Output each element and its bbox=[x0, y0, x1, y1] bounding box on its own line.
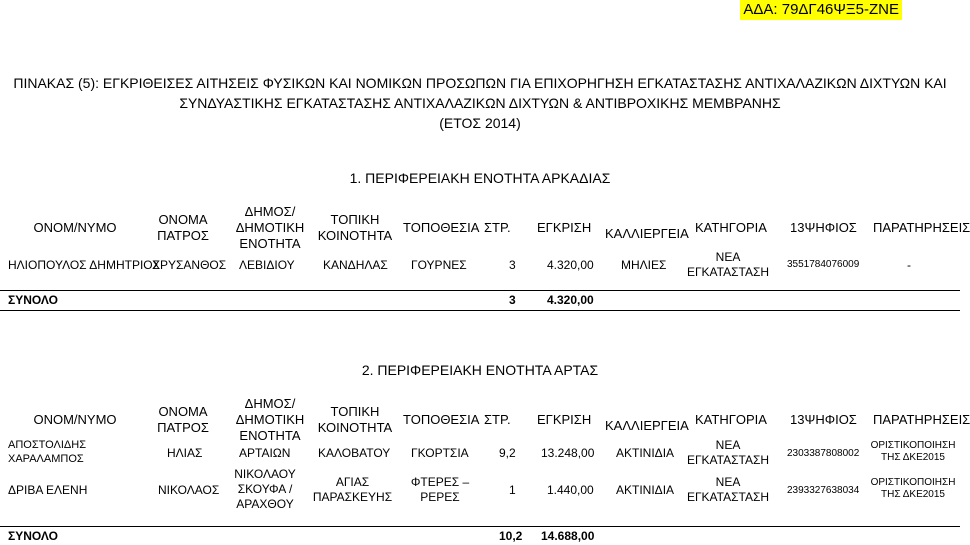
s2-header-crop: ΚΑΛΛΙΕΡΓΕΙΑ bbox=[605, 418, 689, 433]
s1-total-approval: 4.320,00 bbox=[547, 293, 594, 307]
s2-row2-municipality bbox=[225, 467, 305, 512]
s2-row1-location: ΓΚΟΡΤΣΙΑ bbox=[411, 446, 469, 460]
s2-row1-name-line1: ΑΠΟΣΤΟΛΙΔΗΣ bbox=[8, 439, 87, 451]
s2-row2-municipality-line1: ΝΙΚΟΛΑΟΥ bbox=[234, 467, 296, 481]
header-municipality-line3: ΕΝΟΤΗΤΑ bbox=[239, 236, 301, 251]
title-line-1: ΠΙΝΑΚΑΣ (5): ΕΓΚΡΙΘΕΙΣΕΣ ΑΙΤΗΣΕΙΣ ΦΥΣΙΚΩΝ ΚΑΙ ΝΟΜΙΚΩΝ ΠΡΟΣΩΠΩΝ ΓΙΑ ΕΠΙΧΟΡΗΓΗΣΗ ΕΓΚΑΤΑΣΤΑΣΗΣ ΑΝΤΙΧΑΛΑΖΙΚΩΝ ΔΙΧΤΥΩΝ ΚΑΙ bbox=[13, 75, 947, 91]
header-community-line2: ΚΟΙΝΟΤΗΤΑ bbox=[317, 228, 393, 243]
s2-header-father-line2: ΠΑΤΡΟΣ bbox=[157, 420, 209, 435]
s2-row2-area: 1 bbox=[509, 483, 516, 497]
s2-row1-category-line2: ΕΓΚΑΤΑΣΤΑΣΗ bbox=[686, 453, 770, 467]
s2-row1-crop: ΑΚΤΙΝΙΔΙΑ bbox=[616, 446, 675, 460]
s2-row2-father: ΝΙΚΟΛΑΟΣ bbox=[158, 483, 220, 497]
s2-header-municipality-line3: ΕΝΟΤΗΤΑ bbox=[239, 428, 301, 443]
s2-row2-notes-line2: ΤΗΣ ΔΚΕ2015 bbox=[880, 489, 945, 500]
s2-row2-municipality-line2: ΣΚΟΥΦΑ / bbox=[237, 482, 293, 496]
s2-row1-name bbox=[8, 438, 86, 466]
s2-row1-category-line1: ΝΕΑ bbox=[715, 438, 741, 452]
header-community-line1: ΤΟΠΙΚΗ bbox=[330, 212, 380, 227]
s2-row2-location-line1: ΦΤΕΡΕΣ – bbox=[410, 475, 470, 489]
s2-header-location: ΤΟΠΟΘΕΣΙΑ bbox=[403, 412, 480, 427]
s1-row-area: 3 bbox=[509, 258, 516, 272]
s2-row1-notes-line2: ΤΗΣ ΔΚΕ2015 bbox=[880, 452, 945, 463]
s2-header-father-line1: ΟΝΟΜΑ bbox=[158, 404, 208, 419]
s2-row1-father: ΗΛΙΑΣ bbox=[167, 446, 203, 460]
s1-bottom-rule bbox=[0, 310, 960, 311]
s2-row1-notes bbox=[868, 440, 958, 464]
s2-row1-community: ΚΑΛΟΒΑΤΟΥ bbox=[318, 446, 391, 460]
title-line-3: (ΕΤΟΣ 2014) bbox=[439, 115, 521, 131]
s2-row2-community bbox=[310, 475, 395, 505]
header-father bbox=[148, 212, 218, 244]
s2-divider bbox=[0, 526, 960, 527]
s2-header-notes: ΠΑΡΑΤΗΡΗΣΕΙΣ bbox=[873, 412, 970, 427]
s1-row-category-line2: ΕΓΚΑΤΑΣΤΑΣΗ bbox=[686, 265, 770, 279]
header-municipality-line1: ΔΗΜΟΣ/ bbox=[244, 204, 296, 219]
header-afm: 13ΨΗΦΙΟΣ bbox=[790, 220, 857, 235]
s2-header-name: ΟΝΟΜ/ΝΥΜΟ bbox=[33, 412, 117, 427]
section1-heading: 1. ΠΕΡΙΦΕΡΕΙΑΚΗ ΕΝΟΤΗΤΑ ΑΡΚΑΔΙΑΣ bbox=[349, 170, 611, 186]
s1-total-label: ΣΥΝΟΛΟ bbox=[8, 293, 58, 307]
document-title bbox=[0, 73, 960, 133]
header-father-line2: ΠΑΤΡΟΣ bbox=[157, 228, 209, 243]
header-crop: ΚΑΛΛΙΕΡΓΕΙΑ bbox=[605, 226, 689, 241]
s2-row2-afm: 2393327638034 bbox=[787, 485, 860, 496]
s2-header-community bbox=[315, 404, 395, 436]
s2-row2-municipality-line3: ΑΡΑΧΘΟΥ bbox=[236, 497, 294, 511]
s2-row2-notes bbox=[868, 477, 958, 501]
s1-row-approval: 4.320,00 bbox=[547, 258, 594, 272]
s2-row1-area: 9,2 bbox=[499, 446, 516, 460]
s2-header-afm: 13ΨΗΦΙΟΣ bbox=[790, 412, 857, 427]
header-location: ΤΟΠΟΘΕΣΙΑ bbox=[403, 220, 480, 235]
s2-header-community-line2: ΚΟΙΝΟΤΗΤΑ bbox=[317, 420, 393, 435]
s2-header-municipality-line2: ΔΗΜΟΤΙΚΗ bbox=[235, 412, 305, 427]
s1-row-name: ΗΛΙΟΠΟΥΛΟΣ ΔΗΜΗΤΡΙΟΣ bbox=[8, 258, 161, 272]
header-approval: ΕΓΚΡΙΣΗ bbox=[537, 220, 592, 235]
s1-row-category-line1: ΝΕΑ bbox=[715, 250, 741, 264]
header-name: ΟΝΟΜ/ΝΥΜΟ bbox=[33, 220, 117, 235]
s2-header-area: ΣΤΡ. bbox=[484, 412, 511, 427]
title-line-2: ΣΥΝΔΥΑΣΤΙΚΗΣ ΕΓΚΑΤΑΣΤΑΣΗΣ ΑΝΤΙΧΑΛΑΖΙΚΩΝ ΔΙΧΤΥΩΝ & ΑΝΤΙΒΡΟΧΙΚΗΣ ΜΕΜΒΡΑΝΗΣ bbox=[179, 95, 781, 111]
header-municipality-line2: ΔΗΜΟΤΙΚΗ bbox=[235, 220, 305, 235]
header-area: ΣΤΡ. bbox=[484, 220, 511, 235]
s1-row-location: ΓΟΥΡΝΕΣ bbox=[411, 258, 467, 272]
s1-row-notes: - bbox=[907, 258, 911, 272]
header-father-line1: ΟΝΟΜΑ bbox=[158, 212, 208, 227]
s2-row1-afm: 2303387808002 bbox=[787, 448, 860, 459]
s2-total-approval: 14.688,00 bbox=[541, 529, 595, 543]
s2-header-father bbox=[148, 404, 218, 436]
s1-row-community: ΚΑΝΔΗΛΑΣ bbox=[323, 258, 388, 272]
s2-row2-notes-line1: ΟΡΙΣΤΙΚΟΠΟΙΗΣΗ bbox=[870, 477, 956, 488]
s2-row2-community-line1: ΑΓΙΑΣ bbox=[335, 475, 370, 489]
s2-header-municipality-line1: ΔΗΜΟΣ/ bbox=[244, 396, 296, 411]
s2-row1-name-line2: ΧΑΡΑΛΑΜΠΟΣ bbox=[8, 453, 84, 465]
s1-divider bbox=[0, 290, 960, 291]
s2-header-category: ΚΑΤΗΓΟΡΙΑ bbox=[695, 412, 767, 427]
s1-row-municipality: ΛΕΒΙΔΙΟΥ bbox=[239, 258, 295, 272]
s2-row2-category-line2: ΕΓΚΑΤΑΣΤΑΣΗ bbox=[686, 490, 770, 504]
s2-row2-location-line2: ΡΕΡΕΣ bbox=[420, 490, 460, 504]
s1-total-area: 3 bbox=[509, 293, 516, 307]
s2-row2-crop: ΑΚΤΙΝΙΔΙΑ bbox=[616, 483, 675, 497]
header-municipality bbox=[230, 204, 310, 252]
s2-header-municipality bbox=[230, 396, 310, 444]
s2-row1-category bbox=[678, 438, 778, 468]
s2-row2-community-line2: ΠΑΡΑΣΚΕΥΗΣ bbox=[312, 490, 393, 504]
s2-row2-name: ΔΡΙΒΑ ΕΛΕΝΗ bbox=[8, 483, 88, 497]
s1-row-category bbox=[678, 250, 778, 280]
s2-total-area: 10,2 bbox=[499, 529, 523, 543]
s2-row2-approval: 1.440,00 bbox=[547, 483, 594, 497]
s1-row-afm: 3551784076009 bbox=[787, 259, 860, 270]
ada-code: ΑΔΑ: 79ΔΓ46ΨΞ5-ΖΝΕ bbox=[740, 0, 902, 20]
header-notes: ΠΑΡΑΤΗΡΗΣΕΙΣ bbox=[873, 220, 970, 235]
header-community bbox=[315, 212, 395, 244]
s2-row1-approval: 13.248,00 bbox=[541, 446, 595, 460]
s1-row-father: ΧΡΥΣΑΝΘΟΣ bbox=[152, 258, 227, 272]
s1-row-crop: ΜΗΛΙΕΣ bbox=[621, 258, 667, 272]
s2-header-community-line1: ΤΟΠΙΚΗ bbox=[330, 404, 380, 419]
s2-row2-category bbox=[678, 475, 778, 505]
s2-total-label: ΣΥΝΟΛΟ bbox=[8, 529, 58, 543]
s2-row1-notes-line1: ΟΡΙΣΤΙΚΟΠΟΙΗΣΗ bbox=[870, 440, 956, 451]
s2-row1-municipality: ΑΡΤΑΙΩΝ bbox=[239, 446, 291, 460]
s2-header-approval: ΕΓΚΡΙΣΗ bbox=[537, 412, 592, 427]
s2-row2-category-line1: ΝΕΑ bbox=[715, 475, 741, 489]
s2-row2-location bbox=[405, 475, 475, 505]
section2-heading: 2. ΠΕΡΙΦΕΡΕΙΑΚΗ ΕΝΟΤΗΤΑ ΑΡΤΑΣ bbox=[361, 362, 599, 378]
header-category: ΚΑΤΗΓΟΡΙΑ bbox=[695, 220, 767, 235]
